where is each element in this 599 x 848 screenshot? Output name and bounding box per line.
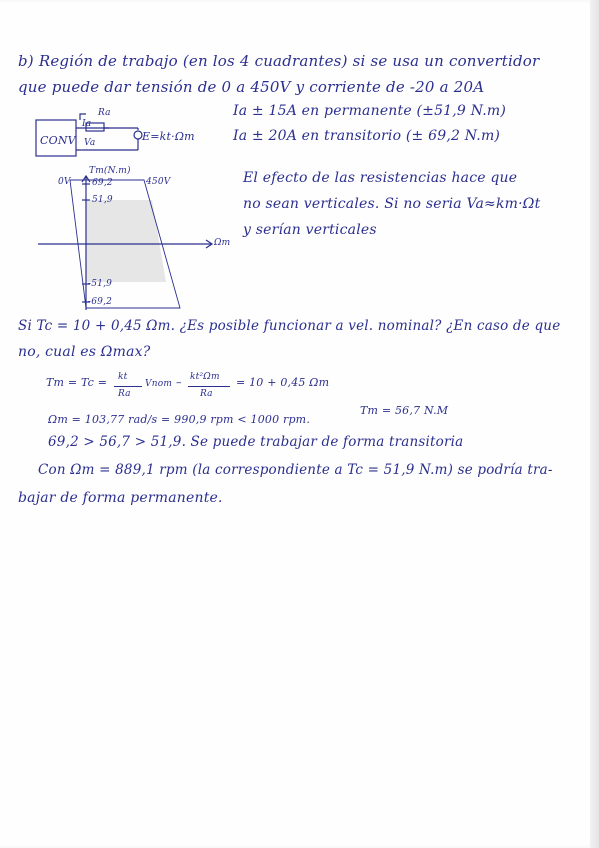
frac1-numerator: kt: [118, 372, 128, 382]
v450-label: 450V: [146, 177, 171, 187]
frac2-bar: [188, 386, 230, 387]
result-line-3: Con Ωm = 889,1 rpm (la correspondiente a Tc = 51,9 N.m) se podría tra-: [38, 462, 553, 478]
tick-bottom-inner: -51,9: [88, 279, 113, 289]
note-line-3: y serían verticales: [243, 222, 377, 238]
page-edge-shadow: [590, 0, 599, 848]
ra-label: Ra: [98, 108, 111, 118]
frac1-tail: Vnom: [145, 379, 173, 389]
permanent-region: [86, 200, 166, 282]
equation-minus: –: [176, 376, 182, 389]
result-line-1: Ωm = 103,77 rad/s = 990,9 rpm < 1000 rpm.: [48, 413, 311, 426]
heading-line-2: que puede dar tensión de 0 a 450V y corriente de -20 a 20A: [18, 78, 485, 96]
heading-line-1: b) Región de trabajo (en los 4 cuadrantes) si se usa un convertidor: [18, 52, 540, 70]
y-axis-label: Tm(N.m): [89, 166, 131, 176]
operating-region-graph: [30, 170, 240, 320]
result-line-2: 69,2 > 56,7 > 51,9. Se puede trabajar de forma transitoria: [48, 434, 464, 450]
v0-label: 0V: [58, 177, 71, 187]
tick-top-inner: 51,9: [92, 195, 113, 205]
result-line-4: bajar de forma permanente.: [18, 490, 223, 506]
note-line-2: no sean verticales. Si no seria Va≈km·Ωt: [243, 196, 541, 212]
question-line-2: no, cual es Ωmax?: [18, 344, 151, 360]
transient-current: Ia ± 20A en transitorio (± 69,2 N.m): [233, 128, 501, 144]
equation-lhs: Tm = Tc =: [46, 376, 108, 389]
frac1-bar: [114, 386, 142, 387]
tick-bottom-outer: -69,2: [88, 297, 113, 307]
conv-label: CONV: [40, 134, 76, 147]
frac1-denominator: Ra: [118, 389, 131, 399]
va-label: Va: [84, 138, 96, 148]
frac2-numerator: kt²Ωm: [190, 372, 220, 382]
equation-rhs: = 10 + 0,45 Ωm: [236, 376, 330, 389]
x-axis-label: Ωm: [214, 238, 231, 248]
ia-label: Ia: [82, 119, 92, 129]
tick-top-outer: 69,2: [92, 178, 113, 188]
permanent-current: Ia ± 15A en permanente (±51,9 N.m): [233, 103, 507, 119]
frac2-denominator: Ra: [200, 389, 213, 399]
ea-label: E=kt·Ωm: [142, 130, 195, 143]
result-tm: Tm = 56,7 N.M: [360, 404, 449, 417]
question-line-1: Si Tc = 10 + 0,45 Ωm. ¿Es posible funcionar a vel. nominal? ¿En caso de que: [18, 318, 561, 334]
note-line-1: El efecto de las resistencias hace que: [243, 170, 518, 186]
